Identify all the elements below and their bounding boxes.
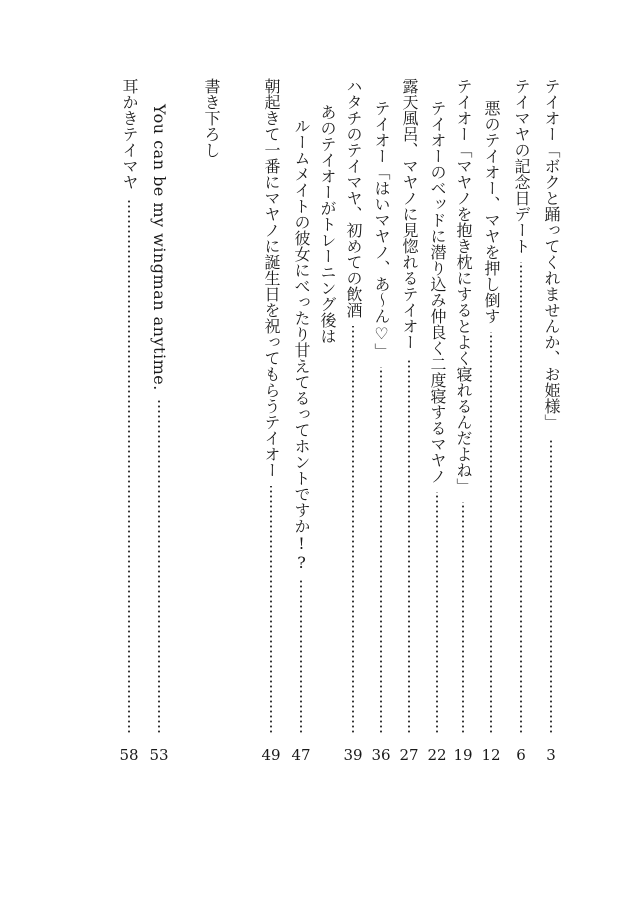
toc-page-number: 27 bbox=[399, 746, 419, 764]
toc-entry bbox=[258, 78, 284, 764]
toc-leader-dots bbox=[461, 502, 465, 734]
toc-entry bbox=[508, 78, 534, 764]
toc-entry bbox=[146, 78, 172, 764]
toc-entry bbox=[288, 78, 314, 764]
toc-entry bbox=[314, 78, 340, 764]
toc-entry bbox=[478, 78, 504, 764]
toc-entry bbox=[198, 78, 224, 764]
toc-leader-dots bbox=[157, 399, 161, 734]
toc-entry-title: テイオーのベッドに潜り込み仲良く二度寝するマヤノ bbox=[428, 100, 447, 484]
toc-leader-dots bbox=[299, 580, 303, 734]
toc-entry bbox=[424, 78, 450, 764]
toc-entry-title: 書き下ろし bbox=[202, 78, 221, 158]
toc-page-number: 3 bbox=[546, 746, 556, 764]
toc-entry-title: テイマヤの記念日デート bbox=[512, 78, 531, 254]
toc-page-number: 6 bbox=[516, 746, 526, 764]
toc-page-number: 39 bbox=[343, 746, 363, 764]
toc-leader-dots bbox=[269, 486, 273, 734]
toc-entry-title: テイオー「ボクと踊ってくれませんか、お姫様」 bbox=[542, 78, 561, 430]
toc-entry-title: テイオー「マヤノを抱き枕にするとよく寝れるんだよね」 bbox=[454, 78, 473, 494]
toc-page-number: 12 bbox=[481, 746, 501, 764]
toc-leader-dots bbox=[351, 326, 355, 734]
toc-leader-dots bbox=[519, 262, 523, 734]
toc-page-number: 36 bbox=[371, 746, 391, 764]
toc-entry-title: ハタチのテイマヤ、初めての飲酒 bbox=[344, 78, 363, 318]
toc-leader-dots bbox=[379, 367, 383, 734]
toc-entry-title: あのテイオーがトレーニング後は bbox=[318, 104, 337, 344]
toc-leader-dots bbox=[489, 332, 493, 734]
toc-page-number: 49 bbox=[261, 746, 281, 764]
toc-entry bbox=[368, 78, 394, 764]
toc-page-number: 22 bbox=[427, 746, 447, 764]
toc-entry bbox=[538, 78, 564, 764]
toc-entry-title: You can be my wingman anytime. bbox=[150, 104, 169, 391]
toc-leader-dots bbox=[127, 198, 131, 734]
toc-entry bbox=[116, 78, 142, 764]
toc-page-number: 19 bbox=[453, 746, 473, 764]
toc-entry bbox=[340, 78, 366, 764]
toc-entry bbox=[450, 78, 476, 764]
toc-leader-dots bbox=[435, 492, 439, 734]
toc-leader-dots bbox=[549, 438, 553, 734]
toc-page-number: 47 bbox=[291, 746, 311, 764]
toc-entry-title: 耳かきテイマヤ bbox=[120, 78, 139, 190]
toc-page-number: 58 bbox=[119, 746, 139, 764]
toc-leader-dots bbox=[407, 358, 411, 734]
toc-entry-title: テイオー「はいマヤノ、あ～ん♡」 bbox=[372, 100, 391, 359]
toc-entry-title: 悪のテイオー、マヤを押し倒す bbox=[482, 100, 501, 324]
toc-entry bbox=[396, 78, 422, 764]
toc-entry-title: 露天風呂、マヤノに見惚れるテイオー bbox=[400, 78, 419, 350]
toc-entry-title: 朝起きて一番にマヤノに誕生日を祝ってもらうテイオー bbox=[262, 78, 281, 478]
toc-entry-title: ルームメイトの彼女にべったり甘えてるってホントですか!? bbox=[292, 118, 311, 572]
toc-page-number: 53 bbox=[149, 746, 169, 764]
